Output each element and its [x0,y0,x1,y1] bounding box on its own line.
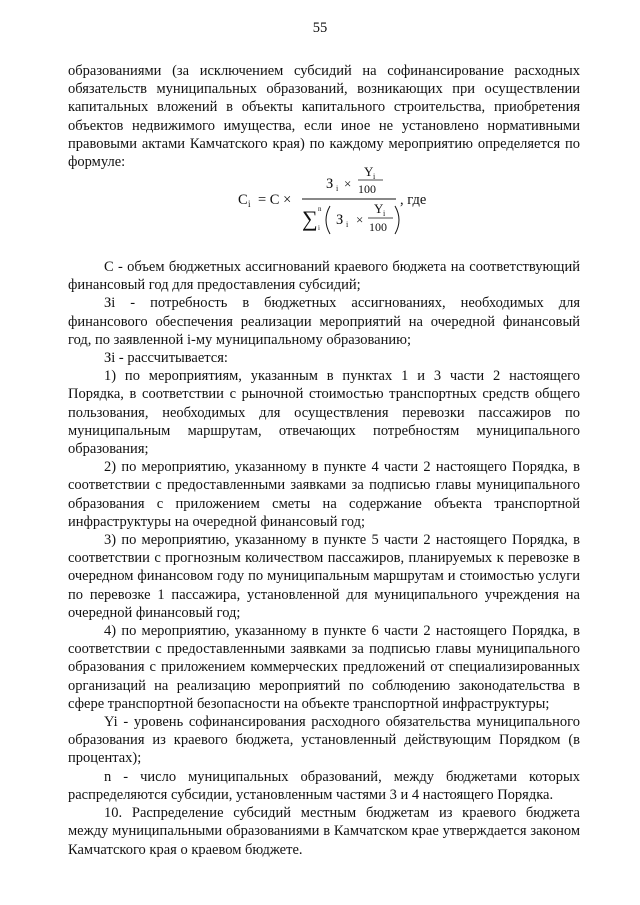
den-z: З [336,212,344,228]
intro-paragraph [68,62,580,171]
formula-graphic [238,164,448,244]
list-item-1: 1) по мероприятиям, указанным в пунктах 1 и 3 части 2 настоящего Порядка, в соответствии с рыночной стоимостью транспортных средств общего пользования, необходимых для осуществления перевозки пассажиров по муниципальным маршрутам, отвечающих потребностям муниципального образования; [68,368,580,458]
den-y: Y [374,201,384,216]
formula-lhs: C [238,192,248,208]
num-times: × [344,176,352,191]
den-y-sub: i [383,209,386,218]
sum-bottom: i [318,224,320,232]
list-item-4: 4) по мероприятию, указанному в пункте 6 части 2 настоящего Порядка, в соответствии с предоставленными заявками за подписью главы муниципального образования с приложением коммерческих предложений от специализированных организаций на реализацию мероприятий по соблюдению законодательства в сфере транспортной безопасности на объекте транспортной инфраструктуры; [68,623,580,712]
den-times: × [356,212,364,227]
den-z-sub: i [346,220,349,229]
formula-lhs-sub: i [248,199,251,209]
num-y-sub: i [373,172,376,181]
num-hundred: 100 [358,182,376,196]
definition-n: n - число муниципальных образований, между бюджетами которых распределяются субсидии, установленным частями 3 и 4 настоящего Порядка. [68,768,580,803]
definition-yi: Yi - уровень софинансирования расходного обязательства муниципального образования из краевого бюджета, установленный действующим Порядком (в процентах); [68,714,580,767]
page-number: 55 [312,20,328,36]
num-z: З [326,176,334,192]
left-paren [326,206,330,234]
num-z-sub: i [336,184,339,193]
definition-c: С - объем бюджетных ассигнований краевого бюджета на соответствующий финансовый год для предоставления субсидий; [68,259,580,294]
intro-text: образованиями (за исключением субсидий на софинансирование расходных обязательств муниципальных образований, возникающих при осуществлении капитальных вложений в объекты капитального строительства, приобретения объектов недвижимого имущества, если иное не установлено нормативными правовыми актами Камчатского края) по каждому мероприятию определяется по формуле: [68,63,580,171]
definition-zi: Зi - потребность в бюджетных ассигнованиях, необходимых для финансового обеспечения реализации мероприятий на очередной финансовый год, по заявленной i-му муниципальному образованию; [68,295,580,348]
sum-top: n [318,205,322,213]
paragraph-10: 10. Распределение субсидий местным бюджетам из краевого бюджета между муниципальными образованиями в Камчатском крае утверждается законом Камчатского края о краевом бюджете. [68,805,580,858]
zi-calculation-heading: Зi - рассчитывается: [104,350,228,367]
list-item-2: 2) по мероприятию, указанному в пункте 4 части 2 настоящего Порядка, в соответствии с предоставленными заявками за подписью главы муниципального образования с приложением сметы на содержание объекта транспортной инфраструктуры на очередной финансовый год; [68,459,580,530]
right-paren [395,206,399,234]
formula-tail: , где [400,192,427,208]
formula [238,164,448,244]
definitions-block [68,258,580,859]
sum-sign: ∑ [302,206,318,231]
formula-equals: = C × [258,192,292,208]
num-y: Y [364,164,374,179]
den-hundred: 100 [369,220,387,234]
list-item-3: 3) по мероприятию, указанному в пункте 5 части 2 настоящего Порядка, в соответствии с прогнозным количеством пассажиров, планируемых к перевозке в очередном финансовом году по муниципальным маршрутам и стоимостью услуги по перевозке 1 пассажира, установленной для муниципального учреждения на очередной финансовый год; [68,532,580,621]
